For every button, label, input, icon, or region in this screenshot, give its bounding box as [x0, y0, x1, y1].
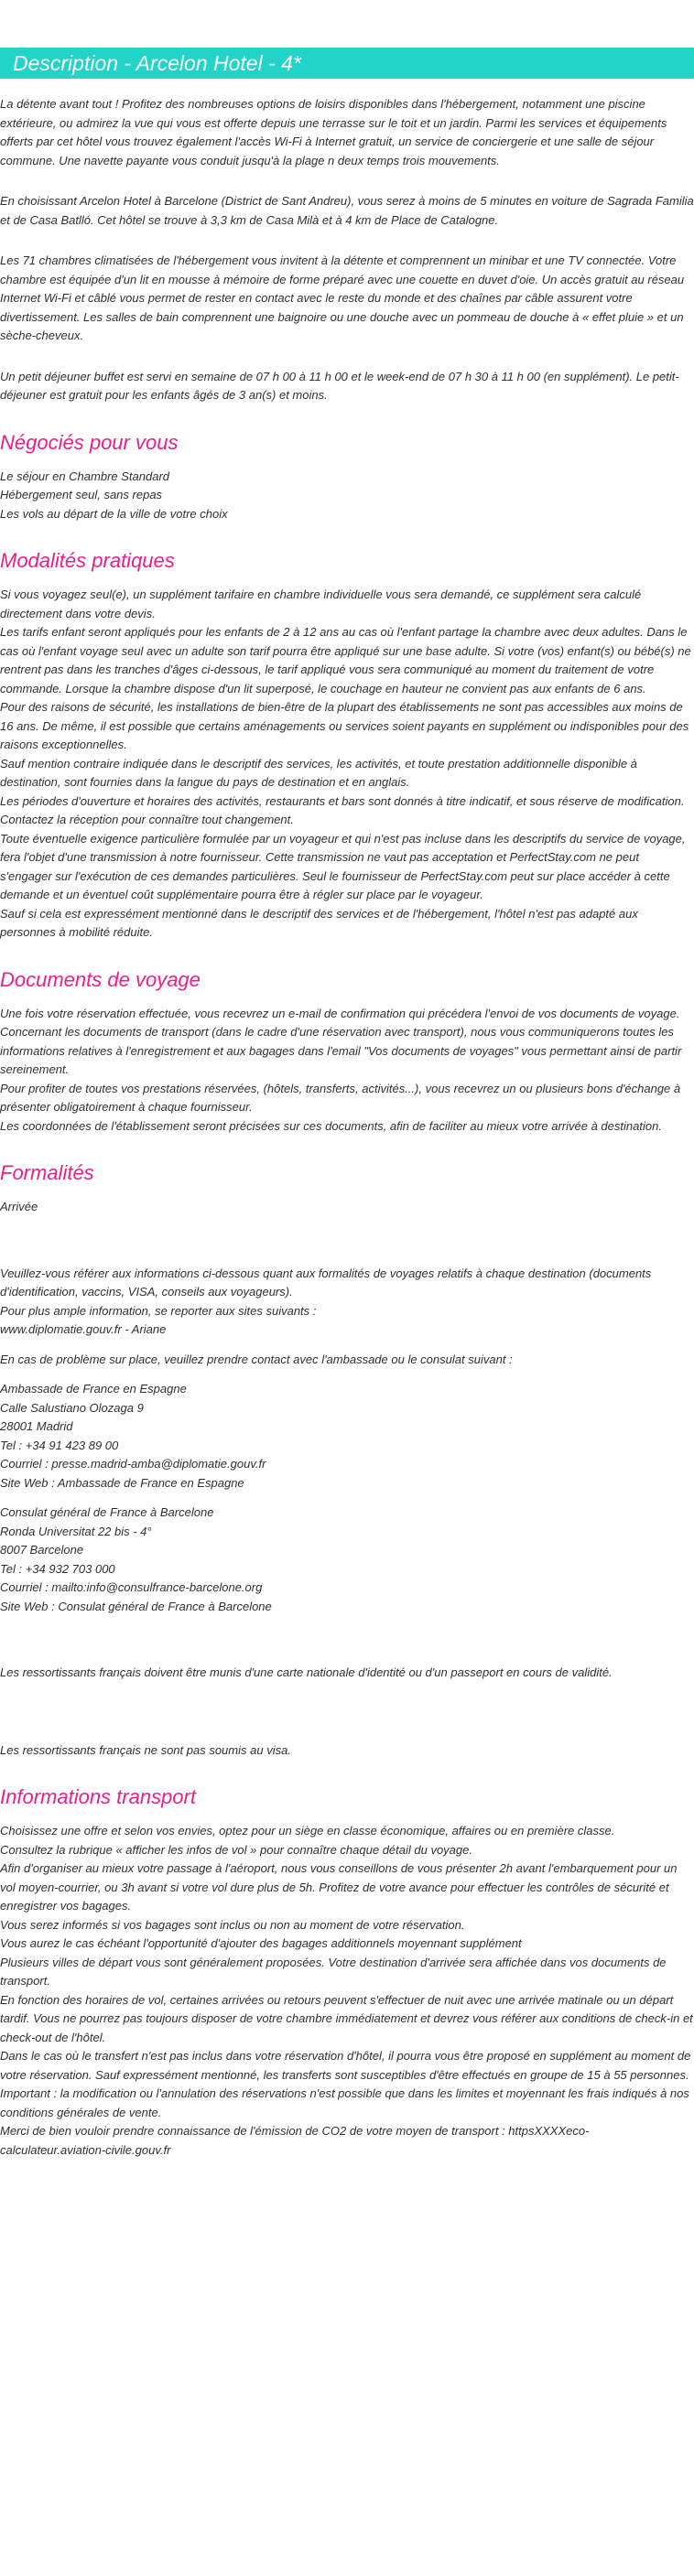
- section-heading: Formalités: [0, 1161, 94, 1184]
- text-line: Pour des raisons de sécurité, les installations de bien-être de la plupart des établissements ne sont pas accessibles aux moins de 16 ans. De même, il est possible que certains aménagements ou services soient payants en supplément ou indisponibles pour des raisons exceptionnelles.: [0, 700, 689, 751]
- text-line: Les tarifs enfant seront appliqués pour les enfants de 2 à 12 ans au cas où l'enfant partage la chambre avec deux adultes. Dans le cas où l'enfant voyage seul avec un adulte son tarif pourra être appliqué sur une base adulte. Si votre (vos) enfant(s) ou bébé(s) ne rentrent pas dans les tranches d'âges ci-dessous, le tarif appliqué vous sera communiqué au moment du traitement de votre commande. Lorsque la chambre dispose d'un lit superposé, le couchage en hauteur ne convient pas aux enfants de 6 ans.: [0, 625, 691, 695]
- description-paragraph: La détente avant tout ! Profitez des nombreuses options de loisirs disponibles dans l'hébergement, notamment une piscine extérieure, ou admirez la vue qui vous est offerte depuis une terrasse sur le toit et un jardin. Parmi les services et équipements offerts par cet hôtel vous trouvez également l'accès Wi-Fi à Internet gratuit, un service de conciergerie et une salle de séjour commune. Une navette payante vous conduit jusqu'à la plage n deux temps trois mouvements.: [0, 97, 667, 167]
- description-section: [0, 95, 694, 405]
- text-line: Les ressortissants français doivent être munis d'une carte nationale d'identité ou d'un passeport en cours de validité.: [0, 1665, 613, 1679]
- consulat-block: [0, 1504, 694, 1616]
- content: [0, 95, 694, 2160]
- address-line: 8007 Barcelone: [0, 1543, 84, 1557]
- page-title: Description - Arcelon Hotel - 4*: [0, 48, 694, 79]
- text-line: Consultez la rubrique « afficher les infos de vol » pour connaître chaque détail du voyage.: [0, 1842, 472, 1857]
- text-line: Afin d'organiser au mieux votre passage à l'aéroport, nous vous conseillons de vous présenter 2h avant l'embarquement pour un vol moyen-courrier, ou 3h avant si votre vol dure plus de 5h. Profitez de votre avance pour effectuer les contrôles de sécurité et enregistrer vos bagages.: [0, 1861, 678, 1913]
- text-line: Toute éventuelle exigence particulière formulée par un voyageur et qui n'est pas incluse dans les descriptifs du service de voyage, fera l'objet d'une transmission à notre fournisseur. Cette transmission ne vaut pas acceptation et PerfectStay.com ne peut s'engager sur l'exécution de ces demandes particulières. Seul le fournisseur de PerfectStay.com peut sur place accéder à cette demande et un éventuel coût supplémentaire pourra être à régler sur place par le voyageur.: [0, 831, 686, 901]
- modalites-section: [0, 547, 694, 943]
- description-paragraph: Un petit déjeuner buffet est servi en semaine de 07 h 00 à 11 h 00 et le week-end de 07 h 30 à 11 h 00 (en supplément). Le petit-déjeuner est gratuit pour les enfants âgés de 3 an(s) et moins.: [0, 369, 679, 402]
- text-line: Merci de bien vouloir prendre connaissance de l'émission de CO2 de votre moyen de transport : httpsXXXXeco-calculateur.aviation-civile.gouv.fr: [0, 2124, 590, 2157]
- section-heading: Modalités pratiques: [0, 549, 175, 572]
- address-line: Tel : +34 91 423 89 00: [0, 1438, 119, 1452]
- section-heading: Documents de voyage: [0, 967, 201, 991]
- website-link[interactable]: Site Web : Ambassade de France en Espagne: [0, 1475, 244, 1490]
- text-line: Les coordonnées de l'établissement seront précisées sur ces documents, afin de faciliter au mieux votre arrivée à destination.: [0, 1118, 662, 1133]
- text-line: Dans le cas où le transfert n'est pas inclus dans votre réservation d'hôtel, il pourra vous être proposé en supplément au moment de votre réservation. Sauf expressément mentionné, les transferts sont susceptibles d'être effectués en groupe de 15 à 55 personnes.: [0, 2049, 691, 2082]
- address-line: Ambassade de France en Espagne: [0, 1382, 187, 1396]
- text-line: En cas de problème sur place, veuillez prendre contact avec l'ambassade ou le consulat suivant :: [0, 1352, 513, 1366]
- transport-section: [0, 1784, 694, 2160]
- website-link[interactable]: Site Web : Consulat général de France à Barcelone: [0, 1599, 272, 1613]
- ambassade-block: [0, 1380, 694, 1493]
- text-line: Choisissez une offre et selon vos envies, optez pour un siège en classe économique, affaires ou en première classe.: [0, 1824, 615, 1838]
- text-line: Veuillez-vous référer aux informations ci-dessous quant aux formalités de voyages relatifs à chaque destination (documents d'identification, vaccins, VISA, conseils aux voyageurs).: [0, 1266, 652, 1299]
- text-line: Les périodes d'ouverture et horaires des activités, restaurants et bars sont donnés à titre indicatif, et sous réserve de modification. Contactez la réception pour connaître tout changement.: [0, 793, 685, 826]
- text-line: Vous aurez le cas échéant l'opportunité d'ajouter des bagages additionnels moyennant supplément: [0, 1936, 522, 1950]
- text-line: Sauf si cela est expressément mentionné dans le descriptif des services et de l'hébergement, l'hôtel n'est pas adapté aux personnes à mobilité réduite.: [0, 906, 638, 939]
- address-line: Tel : +34 932 703 000: [0, 1561, 115, 1576]
- address-line: 28001 Madrid: [0, 1419, 73, 1433]
- list-item: Hébergement seul, sans repas: [0, 488, 163, 501]
- text-line: Vous serez informés si vos bagages sont inclus ou non au moment de votre réservation.: [0, 1917, 465, 1932]
- email-link[interactable]: Courriel : presse.madrid-amba@diplomatie.gouv.fr: [0, 1457, 266, 1471]
- formalites-section: [0, 1159, 694, 1760]
- text-line: Plusieurs villes de départ vous sont généralement proposées. Votre destination d'arrivée sera affichée dans vos documents de transport.: [0, 1955, 667, 1988]
- text-line: Pour plus ample information, se reporter aux sites suivants :: [0, 1303, 317, 1318]
- subheading-arrivee: Arrivée: [0, 1200, 38, 1213]
- address-line: Ronda Universitat 22 bis - 4°: [0, 1524, 152, 1538]
- text-line: Les ressortissants français ne sont pas soumis au visa.: [0, 1742, 291, 1757]
- text-line: Pour profiter de toutes vos prestations réservées, (hôtels, transferts, activités...), vous recevrez un ou plusieurs bons d'échange à présenter obligatoirement à chaque fournisseur.: [0, 1081, 681, 1114]
- text-line: Concernant les documents de transport (dans le cadre d'une réservation avec transport), nous vous communiquerons toutes les informations relatives à l'enregistrement et aux bagages dans l'email "Vos documents de voyages" vous permettant ainsi de partir sereinement.: [0, 1025, 682, 1076]
- list-item: Les vols au départ de la ville de votre choix: [0, 506, 228, 521]
- diplomatie-link[interactable]: www.diplomatie.gouv.fr - Ariane: [0, 1322, 167, 1336]
- section-heading: Négociés pour vous: [0, 430, 179, 454]
- email-link[interactable]: Courriel : mailto:info@consulfrance-barcelone.org: [0, 1580, 263, 1594]
- negocies-section: [0, 429, 694, 524]
- description-paragraph: En choisissant Arcelon Hotel à Barcelone (District de Sant Andreu), vous serez à moins de 5 minutes en voiture de Sagrada Familia et de Casa Batlló. Cet hôtel se trouve à 3,3 km de Casa Milà et à 4 km de Place de Catalogne.: [0, 194, 694, 227]
- address-line: Consulat général de France à Barcelone: [0, 1505, 214, 1519]
- list-item: Le séjour en Chambre Standard: [0, 469, 170, 483]
- text-line: Sauf mention contraire indiquée dans le descriptif des services, les activités, et toute prestation additionnelle disponible à destination, sont fournies dans la langue du pays de destination et en anglais.: [0, 756, 637, 789]
- text-line: Si vous voyagez seul(e), un supplément tarifaire en chambre individuelle vous sera demandé, ce supplément sera calculé directement dans votre devis.: [0, 587, 642, 620]
- section-heading: Informations transport: [0, 1785, 196, 1808]
- text-line: Une fois votre réservation effectuée, vous recevrez un e-mail de confirmation qui précédera l'envoi de vos documents de voyage.: [0, 1006, 680, 1020]
- description-paragraph: Les 71 chambres climatisées de l'hébergement vous invitent à la détente et comprennent un minibar et une TV connectée. Votre chambre est équipée d'un lit en mousse à mémoire de forme préparé avec une couette en duvet d'oie. Un accès gratuit au réseau Internet Wi-Fi et câblé vous permet de rester en contact avec le reste du monde et des chaînes par câble assurent votre divertissement. Les salles de bain comprennent une baignoire ou une douche avec un pommeau de douche à « effet pluie » et un sèche-cheveux.: [0, 253, 685, 342]
- documents-section: [0, 966, 694, 1137]
- address-line: Calle Salustiano Olozaga 9: [0, 1400, 144, 1415]
- text-line: En fonction des horaires de vol, certaines arrivées ou retours peuvent s'effectuer de nuit avec une arrivée matinale ou un départ tardif. Vous ne pourrez pas toujours disposer de votre chambre immédiatement et devrez vous référer aux conditions de check-in et check-out de l'hôtel.: [0, 1992, 693, 2044]
- text-line: Important : la modification ou l'annulation des réservations n'est possible que dans les limites et moyennant les frais indiqués à nos conditions générales de vente.: [0, 2086, 689, 2119]
